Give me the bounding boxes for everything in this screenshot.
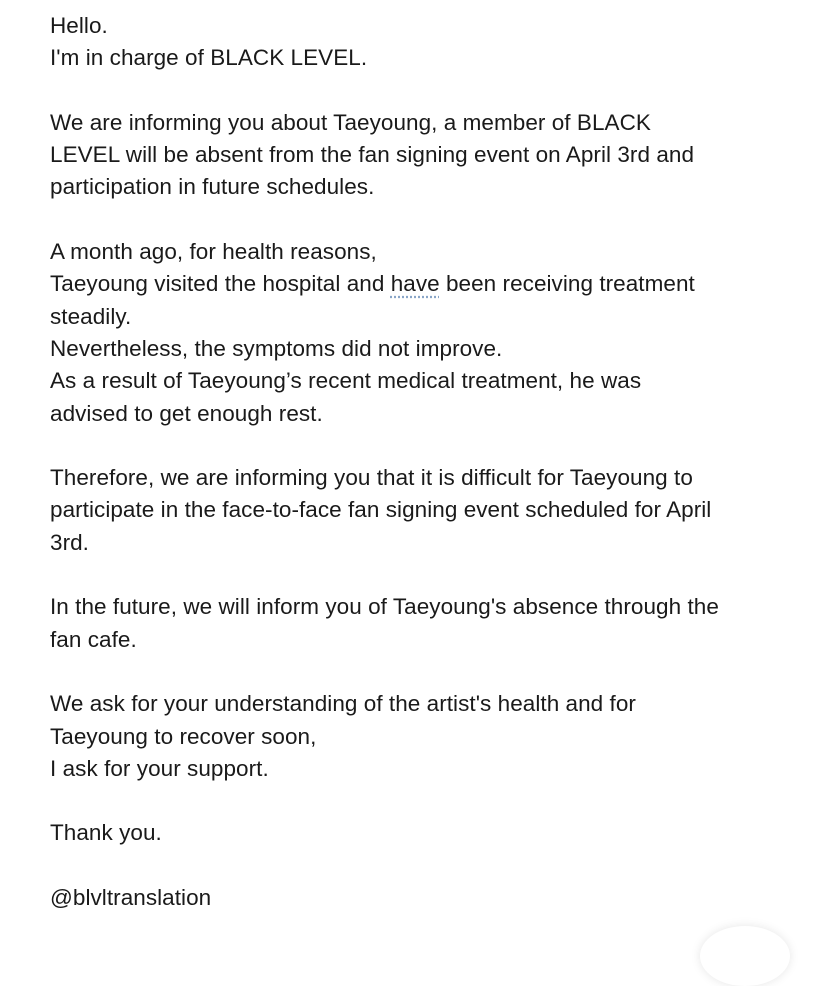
- translator-credit: @blvltranslation: [50, 885, 212, 911]
- notice-document: [50, 10, 790, 947]
- text-line: advised to get enough rest.: [50, 400, 323, 426]
- text-line: Therefore, we are informing you that it is difficult for Taeyoung to: [50, 465, 693, 491]
- text-line: As a result of Taeyoung’s recent medical treatment, he was: [50, 368, 642, 394]
- text-line: I ask for your support.: [50, 755, 269, 781]
- text-line: Taeyoung to recover soon,: [50, 723, 317, 749]
- greeting-line: Hello.: [50, 13, 108, 38]
- text-line: steadily.: [50, 303, 132, 329]
- health-reasons-paragraph: [50, 236, 790, 430]
- text-line: Nevertheless, the symptoms did not improve.: [50, 335, 503, 361]
- support-request-paragraph: [50, 688, 790, 785]
- text-segment: been receiving treatment: [439, 271, 695, 297]
- text-line: We ask for your understanding of the artist's health and for: [50, 691, 636, 717]
- text-line: We are informing you about Taeyoung, a member of BLACK: [50, 109, 651, 135]
- text-line: participate in the face-to-face fan signing event scheduled for April: [50, 497, 712, 523]
- text-line: [50, 268, 790, 300]
- spellcheck-underlined-word: have: [390, 271, 440, 297]
- text-line: 3rd.: [50, 529, 89, 555]
- closing-paragraph: [50, 817, 790, 849]
- text-line: participation in future schedules.: [50, 174, 375, 200]
- credit-paragraph: [50, 882, 790, 914]
- absence-announcement-paragraph: [50, 107, 790, 204]
- closing-line: Thank you.: [50, 820, 162, 846]
- event-cancellation-paragraph: [50, 462, 790, 559]
- future-info-paragraph: [50, 591, 790, 656]
- text-line: A month ago, for health reasons,: [50, 239, 377, 265]
- intro-line: I'm in charge of BLACK LEVEL.: [50, 45, 368, 71]
- text-segment: Taeyoung visited the hospital and: [50, 271, 391, 297]
- text-line: In the future, we will inform you of Taeyoung's absence through the: [50, 594, 719, 620]
- text-line: LEVEL will be absent from the fan signing event on April 3rd and: [50, 142, 695, 168]
- greeting-block: [50, 10, 790, 75]
- text-line: fan cafe.: [50, 626, 137, 652]
- floating-button-shadow: [700, 926, 790, 986]
